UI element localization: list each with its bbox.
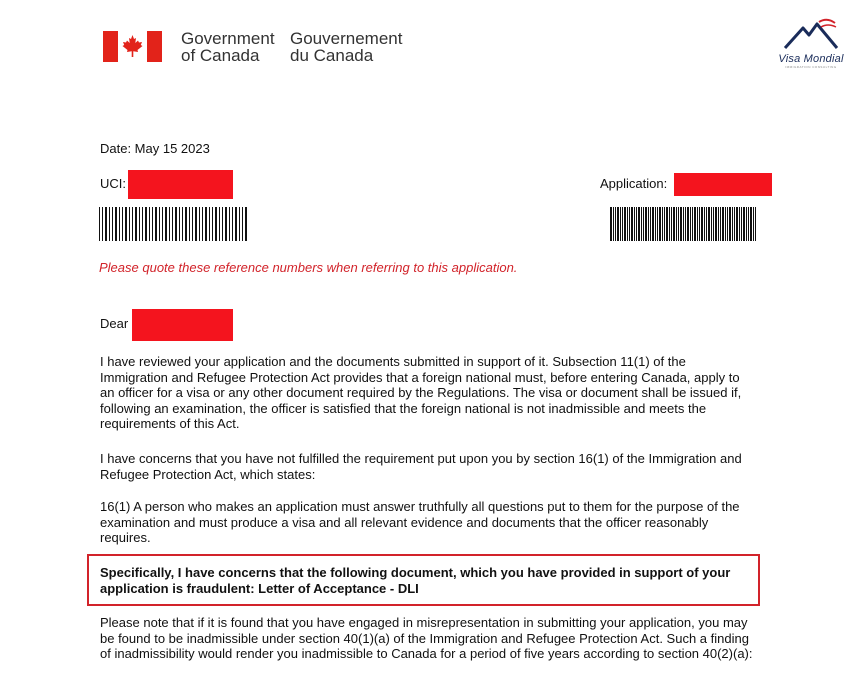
uci-label: UCI: [100, 176, 126, 191]
paragraph-review [100, 354, 750, 432]
uci-redaction [128, 170, 233, 199]
fraud-concern-highlight [87, 554, 760, 606]
mountain-logo-icon [781, 18, 841, 52]
gov-fr-line1: Gouvernement [290, 29, 403, 48]
application-redaction [674, 173, 772, 196]
application-barcode [610, 207, 758, 241]
gouvernement-du-canada-wordmark [290, 30, 402, 64]
reference-quote-notice: Please quote these reference numbers when referring to this application. [99, 260, 518, 275]
canada-flag-icon [103, 31, 162, 62]
fraud-concern-text: Specifically, I have concerns that the following document, which you have provided in support of your application is fraudulent: Letter of Acceptance - DLI [100, 565, 731, 596]
gov-en-line2: of Canada [181, 46, 260, 65]
gov-fr-line2: du Canada [290, 46, 374, 65]
paragraph-section-16 [100, 499, 750, 546]
uci-barcode [99, 207, 247, 241]
logo-tagline: IMMIGRATION CONSULTING [785, 65, 837, 69]
logo-brand-text: Visa Mondial [778, 53, 844, 65]
visa-mondial-logo [770, 18, 852, 72]
paragraph-misrepresentation-text: Please note that if it is found that you have engaged in misrepresentation in submitting your application, you may be found to be inadmissible under section 40(1)(a) of the Immigration and Refugee Protection Act. Such a finding of inadmissibility would render you inadmissible to Canada for a period of five years according to section 40(2)(a): [100, 615, 753, 661]
name-redaction [132, 309, 233, 341]
letter-date: Date: May 15 2023 [100, 141, 210, 156]
application-label: Application: [600, 176, 668, 191]
gov-en-line1: Government [181, 29, 275, 48]
government-of-canada-wordmark [181, 30, 275, 64]
paragraph-review-text: I have reviewed your application and the documents submitted in support of it. Subsection 11(1) of the Immigration and Refugee Protection Act provides that a foreign national must, before entering Canada, apply to an officer for a visa or any other document required by the Regulations. The visa or document shall be issued if, following an examination, the officer is satisfied that the foreign national is not inadmissible and meets the requirements of this Act. [100, 354, 742, 431]
paragraph-concerns-text: I have concerns that you have not fulfilled the requirement put upon you by section 16(1) of the Immigration and Refugee Protection Act, which states: [100, 451, 742, 482]
paragraph-concerns [100, 451, 750, 482]
paragraph-misrepresentation [100, 615, 760, 662]
salutation: Dear [100, 316, 129, 331]
paragraph-section-16-text: 16(1) A person who makes an application must answer truthfully all questions put to them for the purpose of the examination and must produce a visa and all relevant evidence and documents that the officer reasonably requires. [100, 499, 740, 545]
